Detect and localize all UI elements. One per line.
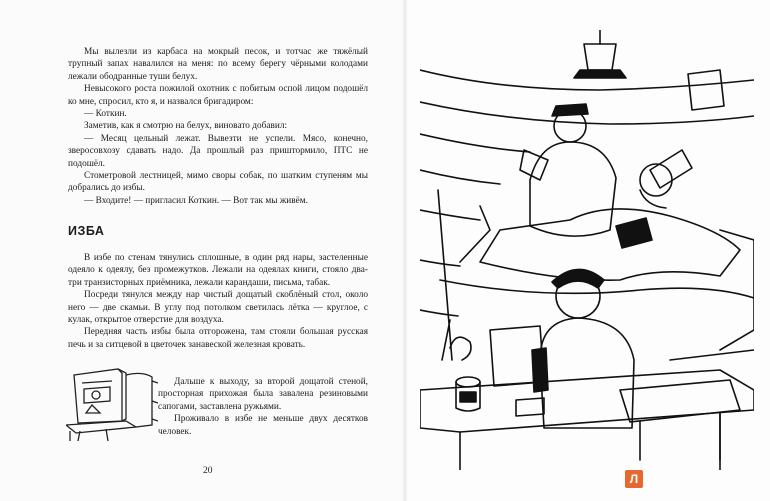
paragraph: Мы вылезли из карбаса на мокрый песок, и тотчас же тяжёлый трупный запах навалился на меня: по всему берегу чёрными колодами лежали ободранные туши белух. <box>68 47 368 82</box>
text-block-bottom <box>158 376 368 438</box>
hut-interior-illustration <box>420 30 754 470</box>
text-block-mid <box>68 252 368 351</box>
text-block-top <box>68 46 368 207</box>
page-number: 20 <box>203 466 213 476</box>
paragraph: Проживало в избе не меньше двух десятков человек. <box>158 414 368 437</box>
publisher-logo-icon: Л <box>625 470 643 488</box>
paragraph: — Входите! — пригласил Коткин. — Вот так мы живём. <box>84 195 308 206</box>
paragraph: — Месяц цельный лежат. Вывезти не успели. Мясо, конечно, зверосовхозу сдавать надо. Да прошлый раз приштормило, ПТС не подошёл. <box>68 133 368 169</box>
paragraph: Заметив, как я смотрю на белух, виновато добавил: <box>84 121 288 132</box>
section-heading: ИЗБА <box>68 224 105 238</box>
paragraph: Стометровой лестницей, мимо своры собак, по шатким ступеням мы добрались до избы. <box>68 171 368 194</box>
paragraph: Передняя часть избы была отгорожена, там стояли большая русская печь и за ситцевой в цветочек занавеской железная кровать. <box>68 327 368 350</box>
stove-illustration <box>66 361 158 443</box>
paragraph: В избе по стенам тянулись сплошные, в один ряд нары, застеленные одеяло к одеялу, без промежутков. Лежали на одеялах книги, стояло два-три транзисторных приёмника, лежали карандаши, письма, табак. <box>68 253 368 288</box>
paragraph: Посреди тянулся между нар чистый дощатый скоблёный стол, около него — две скамьи. В углу под потолком светилась лётка — круглое, с кулак, открытое отверстие для воздуха. <box>68 290 368 326</box>
paragraph: — Коткин. <box>84 109 127 120</box>
paragraph: Невысокого роста пожилой охотник с побитым оспой лицом подошёл ко мне, спросил, кто я, и назвался бригадиром: <box>68 84 368 107</box>
book-gutter <box>402 0 408 501</box>
paragraph: Дальше к выходу, за второй дощатой стеной, просторная прихожая была завалена резиновыми сапогами, заставлена ружьями. <box>158 377 368 412</box>
